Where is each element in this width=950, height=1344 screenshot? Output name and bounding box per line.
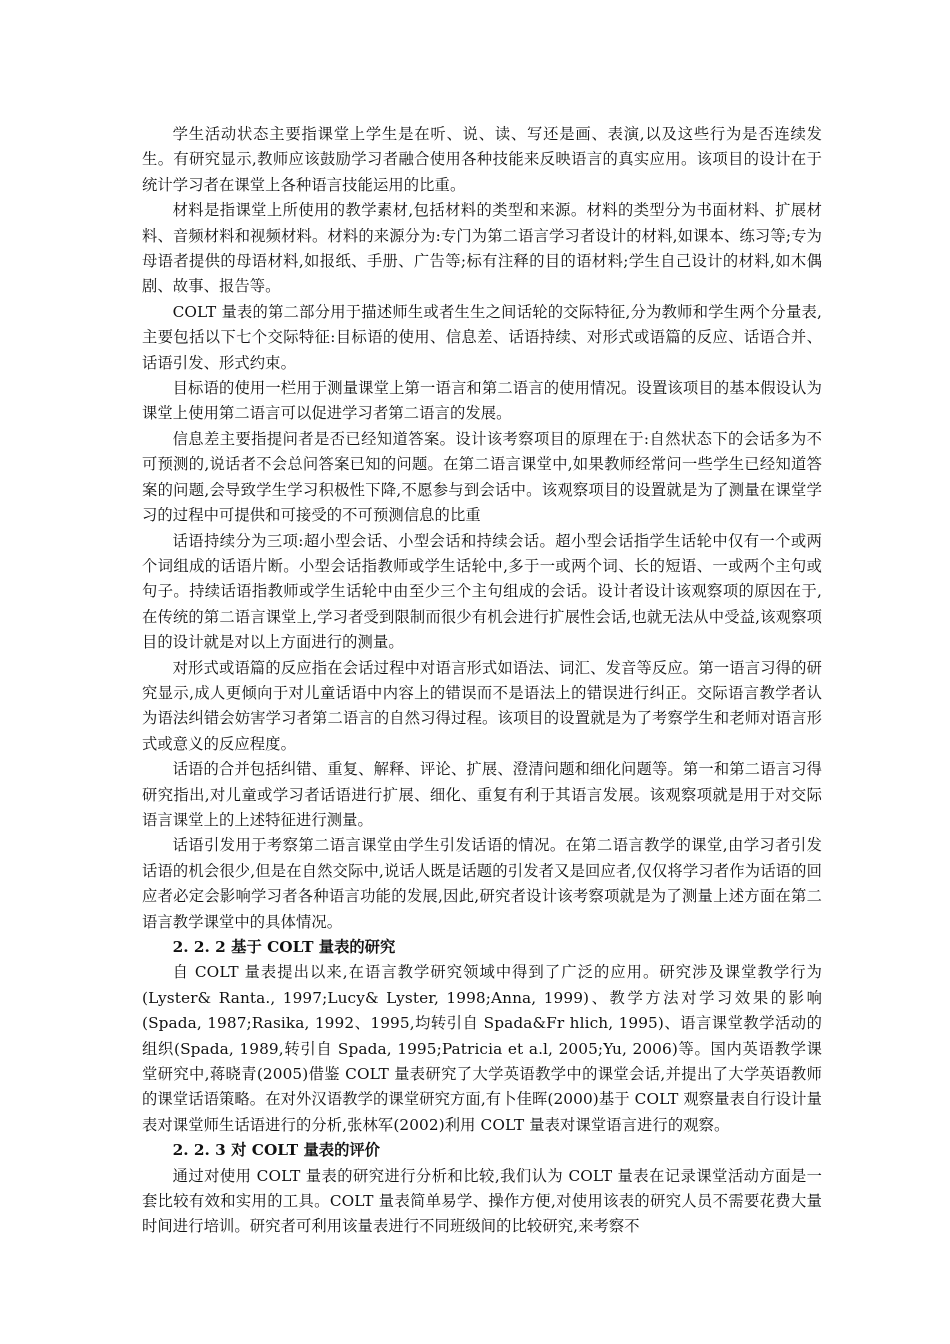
document-page bbox=[142, 122, 822, 1240]
paragraph-target-language: 目标语的使用一栏用于测量课堂上第一语言和第二语言的使用情况。设置该项目的基本假设认为课堂上使用第二语言可以促进学习者第二语言的发展。 bbox=[142, 379, 822, 423]
paragraph-colt-research: 自 COLT 量表提出以来,在语言教学研究领域中得到了广泛的应用。研究涉及课堂教学行为(Lyster& Ranta., 1997;Lucy& Lyster, 1998;Anna, 1999)、教学方法对学习效果的影响(Spada, 1987;Rasika, 1992、1995,均转引自 Spada&Fr hlich, 1995)、语言课堂教学活动的组织(Spada, 1989,转引自 Spada, 1995;Patricia et a.l, 2005;Yu, 2006)等。国内英语教学课堂研究中,蒋晓青(2005)借鉴 COLT 量表研究了大学英语教学中的课堂会话,并提出了大学英语教师的课堂话语策略。在对外汉语教学的课堂研究方面,有卜佳晖(2000)基于 COLT 观察量表自行设计量表对课堂师生话语进行的分析,张林军(2002)利用 COLT 量表对课堂语言进行的观察。 bbox=[142, 963, 822, 1134]
paragraph-information-gap: 信息差主要指提问者是否已经知道答案。设计该考察项目的原理在于:自然状态下的会话多为不可预测的,说话者不会总问答案已知的问题。在第二语言课堂中,如果教师经常问一些学生已经知道答案的问题,会导致学生学习积极性下降,不愿参与到会话中。该观察项目的设置就是为了测量在课堂学习的过程中可提供和可接受的不可预测信息的比重 bbox=[142, 429, 822, 525]
section-heading-colt-research: 2. 2. 2 基于 COLT 量表的研究 bbox=[172, 938, 396, 956]
paragraph-sustained-speech: 话语持续分为三项:超小型会话、小型会话和持续会话。超小型会话指学生话轮中仅有一个或两个词组成的话语片断。小型会话指教师或学生话轮中,多于一或两个词、长的短语、一或两个主句或句子。持续话语指教师或学生话轮中由至少三个主句组成的会话。设计者设计该观察项的原因在于,在传统的第二语言课堂上,学习者受到限制而很少有机会进行扩展性会话,也就无法从中受益,该观察项目的设计就是对以上方面进行的测量。 bbox=[142, 531, 822, 652]
paragraph-materials: 材料是指课堂上所使用的教学素材,包括材料的类型和来源。材料的类型分为书面材料、扩展材料、音频材料和视频材料。材料的来源分为:专门为第二语言学习者设计的材料,如课本、练习等;专为母语者提供的母语材料,如报纸、手册、广告等;标有注释的目的语材料;学生自己设计的材料,如木偶剧、故事、报告等。 bbox=[142, 201, 822, 296]
section-heading-colt-evaluation: 2. 2. 3 对 COLT 量表的评价 bbox=[172, 1141, 380, 1160]
paragraph-discourse-initiation: 话语引发用于考察第二语言课堂由学生引发话语的情况。在第二语言教学的课堂,由学习者引发话语的机会很少,但是在自然交际中,说话人既是话题的引发者又是回应者,仅仅将学习者作为话语的回应者必定会影响学习者各种语言功能的发展,因此,研究者设计该考察项就是为了测量上述方面在第二语言教学课堂中的具体情况。 bbox=[142, 836, 822, 931]
paragraph-form-reaction: 对形式或语篇的反应指在会话过程中对语言形式如语法、词汇、发音等反应。第一语言习得的研究显示,成人更倾向于对儿童话语中内容上的错误而不是语法上的错误进行纠正。交际语言教学者认为语法纠错会妨害学习者第二语言的自然习得过程。该项目的设置就是为了考察学生和老师对语言形式或意义的反应程度。 bbox=[142, 658, 822, 753]
paragraph-colt-part-two: COLT 量表的第二部分用于描述师生或者生生之间话轮的交际特征,分为教师和学生两个分量表,主要包括以下七个交际特征:目标语的使用、信息差、话语持续、对形式或语篇的反应、话语合并、话语引发、形式约束。 bbox=[142, 302, 822, 372]
paragraph-incorporation: 话语的合并包括纠错、重复、解释、评论、扩展、澄清问题和细化问题等。第一和第二语言习得研究指出,对儿童或学习者话语进行扩展、细化、重复有利于其语言发展。该观察项就是用于对交际语言课堂上的上述特征进行测量。 bbox=[142, 760, 822, 829]
paragraph-colt-evaluation: 通过对使用 COLT 量表的研究进行分析和比较,我们认为 COLT 量表在记录课堂活动方面是一套比较有效和实用的工具。COLT 量表简单易学、操作方便,对使用该表的研究人员不需要花费大量时间进行培训。研究者可利用该量表进行不同班级间的比较研究,来考察不 bbox=[142, 1166, 822, 1236]
paragraph-student-activity: 学生活动状态主要指课堂上学生是在听、说、读、写还是画、表演,以及这些行为是否连续发生。有研究显示,教师应该鼓励学习者融合使用各种技能来反映语言的真实应用。该项目的设计在于统计学习者在课堂上各种语言技能运用的比重。 bbox=[142, 125, 822, 194]
